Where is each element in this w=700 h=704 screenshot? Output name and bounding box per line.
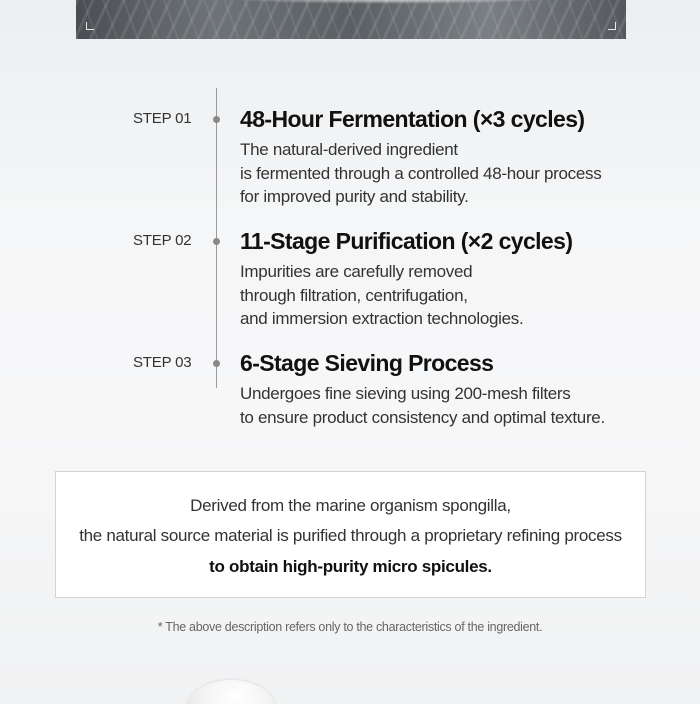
step-desc-line: is fermented through a controlled 48-hour process (240, 163, 602, 183)
frame-corner-bottom-right (608, 22, 616, 30)
step-desc-line: and immersion extraction technologies. (240, 309, 524, 328)
step-desc-line: for improved purity and stability. (240, 187, 469, 206)
summary-line-1: Derived from the marine organism spongilla, (190, 496, 511, 515)
step-label: STEP 03 (133, 354, 192, 371)
step-description (240, 382, 605, 429)
step-label: STEP 02 (133, 232, 192, 249)
timeline-dot (213, 238, 220, 245)
hero-image (76, 0, 626, 39)
summary-line-2: the natural source material is purified through a proprietary refining process (79, 526, 622, 545)
step-label: STEP 01 (133, 110, 192, 127)
product-image (186, 680, 276, 704)
timeline-dot (213, 116, 220, 123)
footnote: * The above description refers only to the characteristics of the ingredient. (157, 620, 543, 634)
step-title: 11-Stage Purification (×2 cycles) (240, 228, 573, 254)
step-desc-line: through filtration, centrifugation, (240, 285, 468, 305)
step-description (240, 260, 523, 331)
summary-box (55, 471, 646, 598)
step-desc-line: Impurities are carefully removed (240, 262, 473, 281)
image-highlight (226, 0, 556, 4)
summary-line-3: to obtain high-purity micro spicules. (209, 557, 492, 576)
step-description (240, 138, 601, 209)
step-desc-line: to ensure product consistency and optimal texture. (240, 407, 605, 427)
step-desc-line: The natural-derived ingredient (240, 140, 458, 159)
frame-corner-bottom-left (86, 22, 94, 30)
timeline-dot (213, 360, 220, 367)
step-title: 48-Hour Fermentation (×3 cycles) (240, 106, 585, 132)
step-title: 6-Stage Sieving Process (240, 350, 494, 376)
step-desc-line: Undergoes fine sieving using 200-mesh filters (240, 384, 571, 403)
